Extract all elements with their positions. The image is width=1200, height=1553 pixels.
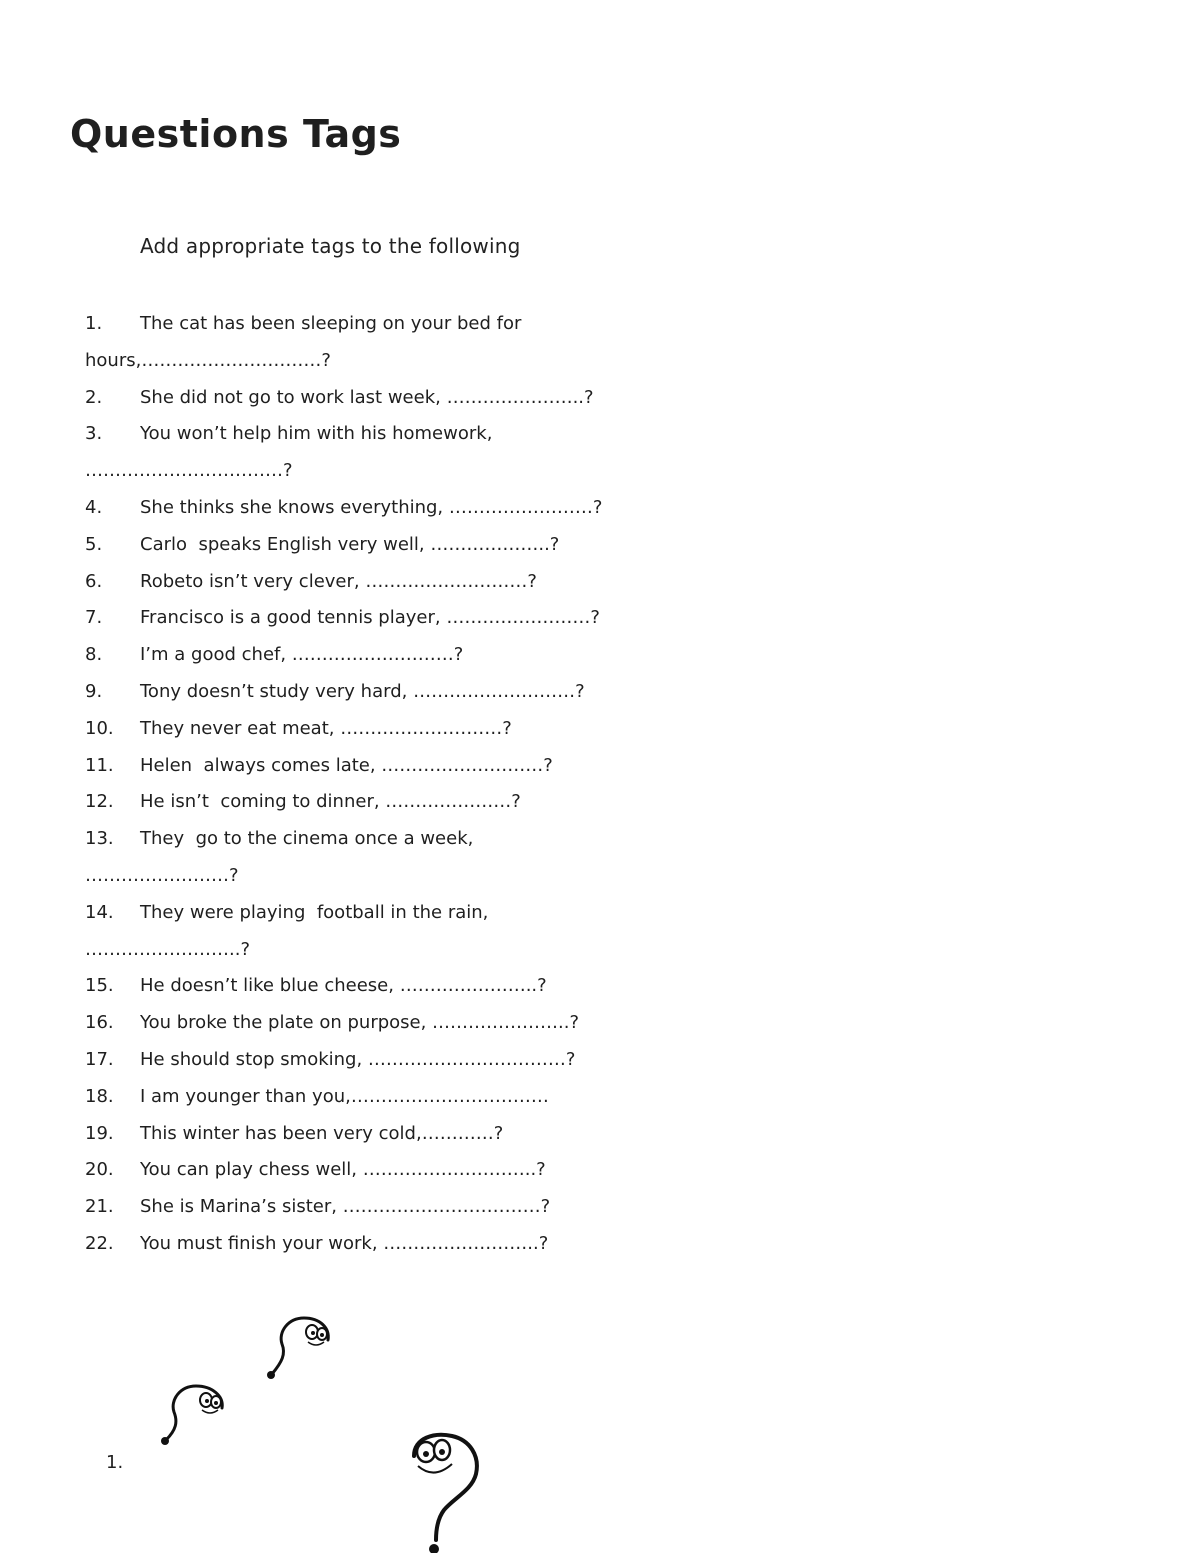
exercise-number: 20. (85, 1159, 114, 1181)
exercise-text: He doesn’t like blue cheese, …………………..? (140, 975, 547, 997)
exercise-number: 15. (85, 975, 114, 997)
exercise-item (85, 748, 605, 785)
exercise-text: She did not go to work last week, …………………..? (140, 386, 594, 408)
exercise-item (85, 1005, 605, 1042)
footer-number: 1. (106, 1452, 124, 1473)
exercise-number: 17. (85, 1048, 114, 1070)
question-mark-face-icon (404, 1428, 484, 1553)
exercise-item (85, 490, 605, 527)
exercise-number: 19. (85, 1122, 114, 1144)
exercise-text: Tony doesn’t study very hard, ………………………? (140, 680, 585, 702)
exercise-text: I’m a good chef, ………………………? (140, 644, 464, 666)
exercise-text: You broke the plate on purpose, …………………..? (140, 1012, 580, 1034)
exercise-item (85, 564, 605, 601)
exercise-number: 13. (85, 828, 114, 850)
exercise-item (85, 380, 605, 417)
exercise-number: 9. (85, 680, 103, 702)
exercise-answer-blank: hours,…………………………? (85, 349, 331, 371)
exercise-item (85, 895, 605, 969)
exercise-item (85, 527, 605, 564)
exercise-text: They were playing football in the rain, (140, 901, 489, 923)
exercise-item (85, 711, 605, 748)
exercise-text: This winter has been very cold,…………? (140, 1122, 504, 1144)
exercise-number: 21. (85, 1196, 114, 1218)
exercise-item (85, 306, 605, 380)
exercise-number: 16. (85, 1012, 114, 1034)
exercise-number: 10. (85, 717, 114, 739)
exercise-answer-blank: ……………………? (85, 864, 239, 886)
exercise-item (85, 637, 605, 674)
exercise-item (85, 600, 605, 637)
exercise-text: They never eat meat, ………………………? (140, 717, 512, 739)
question-mark-face-icon (154, 1378, 232, 1450)
exercise-item (85, 416, 605, 490)
exercise-text: Helen always comes late, ………………………? (140, 754, 553, 776)
exercise-item (85, 968, 605, 1005)
exercise-item (85, 1226, 605, 1263)
exercise-number: 3. (85, 423, 103, 445)
exercise-item (85, 1152, 605, 1189)
exercise-text: He isn’t coming to dinner, …………………? (140, 791, 521, 813)
exercise-number: 14. (85, 901, 114, 923)
exercise-item (85, 1042, 605, 1079)
exercise-text: Francisco is a good tennis player, ……………………? (140, 607, 600, 629)
exercise-number: 5. (85, 533, 103, 555)
exercise-text: They go to the cinema once a week, (140, 828, 474, 850)
question-mark-face-icon (262, 1312, 337, 1382)
exercise-number: 22. (85, 1232, 114, 1254)
exercise-number: 8. (85, 644, 103, 666)
exercise-number: 2. (85, 386, 103, 408)
exercise-item (85, 784, 605, 821)
exercise-answer-blank: ……………………..? (85, 938, 250, 960)
exercise-text: Robeto isn’t very clever, ………………………? (140, 570, 537, 592)
exercise-text: I am younger than you,…………………………… (140, 1085, 549, 1107)
exercise-number: 6. (85, 570, 103, 592)
exercise-item (85, 1189, 605, 1226)
exercise-number: 7. (85, 607, 103, 629)
exercise-number: 4. (85, 496, 103, 518)
exercise-text: Carlo speaks English very well, ………………..? (140, 533, 560, 555)
exercise-text: You must finish your work, ……………………..? (140, 1232, 549, 1254)
exercise-item (85, 674, 605, 711)
page-title: Questions Tags (70, 112, 402, 156)
exercise-text: You can play chess well, ………………………..? (140, 1159, 546, 1181)
exercise-number: 11. (85, 754, 114, 776)
exercise-answer-blank: ……………………………? (85, 460, 293, 482)
exercise-text: The cat has been sleeping on your bed for (140, 313, 522, 334)
exercise-item (85, 1079, 605, 1116)
exercise-number: 12. (85, 791, 114, 813)
exercise-item (85, 821, 605, 895)
exercise-item (85, 1116, 605, 1153)
exercise-text: She thinks she knows everything, ……………………? (140, 496, 603, 518)
exercise-text: She is Marina’s sister, ……………………………? (140, 1196, 551, 1218)
exercise-number: 1. (85, 313, 103, 334)
exercise-number: 18. (85, 1085, 114, 1107)
exercise-list (85, 306, 605, 1263)
instructions: Add appropriate tags to the following (140, 234, 521, 258)
exercise-text: You won’t help him with his homework, (140, 423, 493, 445)
exercise-text: He should stop smoking, ……………………………? (140, 1048, 576, 1070)
